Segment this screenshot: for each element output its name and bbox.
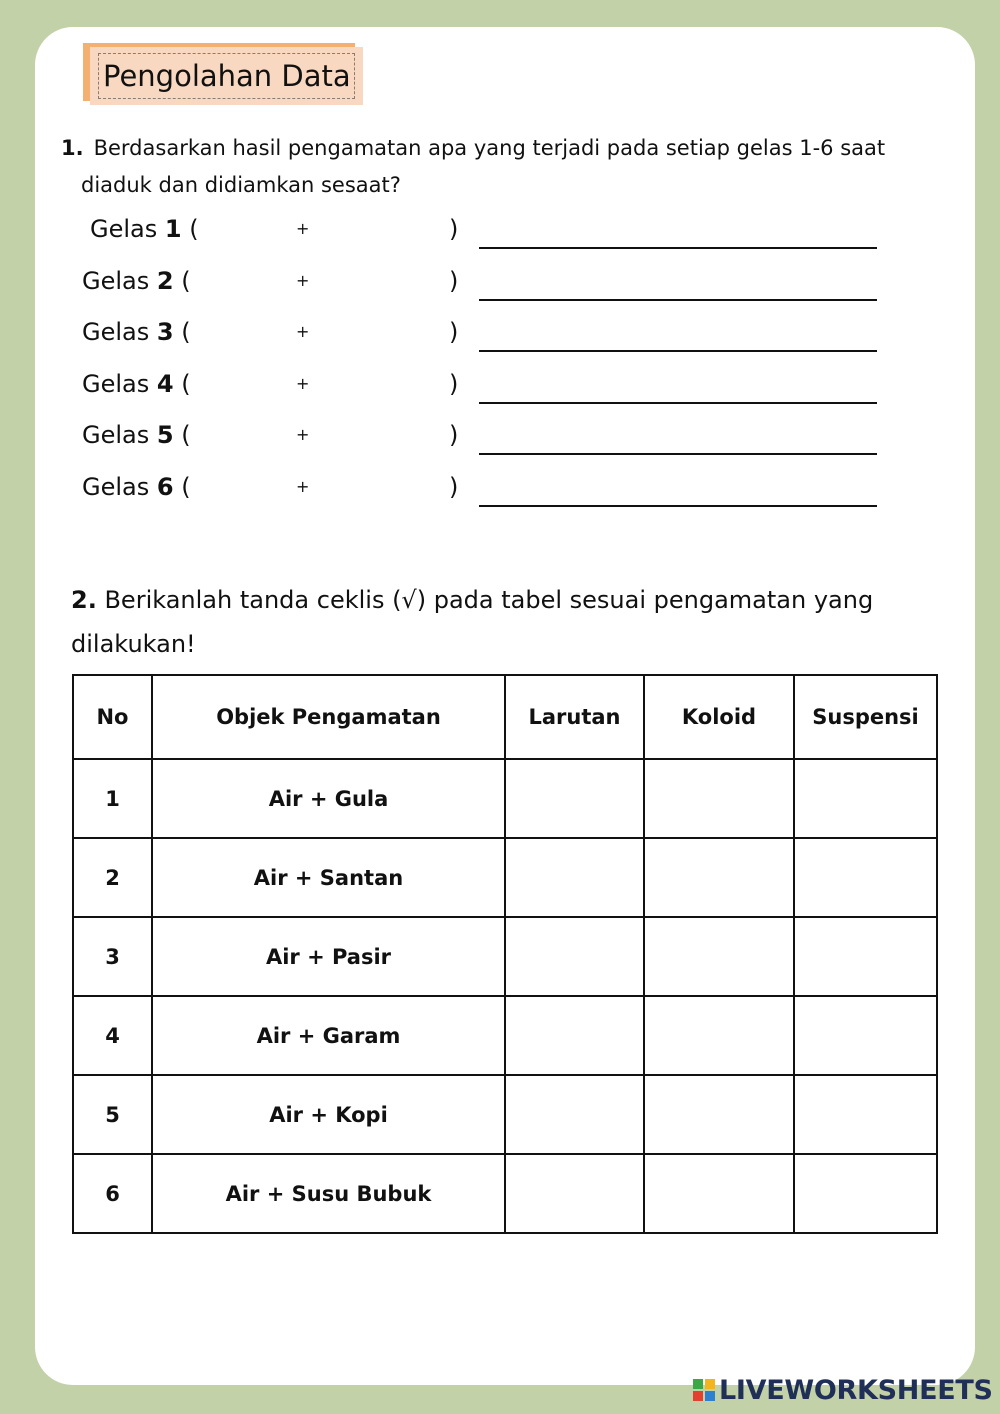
table-header-row bbox=[73, 675, 937, 759]
cell-no: 4 bbox=[73, 996, 152, 1075]
gelas-label-text: Gelas bbox=[82, 369, 150, 398]
cell-koloid-check[interactable] bbox=[644, 1075, 794, 1154]
gelas-row bbox=[82, 316, 902, 368]
gelas-label-text: Gelas bbox=[82, 318, 150, 346]
gelas-answer-line[interactable] bbox=[479, 402, 877, 404]
gelas-number: 6 bbox=[156, 472, 174, 501]
cell-objek: Air + Gula bbox=[152, 759, 505, 838]
gelas-open-paren: ( bbox=[181, 472, 191, 501]
cell-larutan-check[interactable] bbox=[505, 759, 644, 838]
question-1 bbox=[61, 130, 961, 204]
gelas-answer-line[interactable] bbox=[479, 247, 877, 249]
cell-suspensi-check[interactable] bbox=[794, 759, 937, 838]
cell-objek: Air + Susu Bubuk bbox=[152, 1154, 505, 1233]
gelas-label bbox=[82, 421, 191, 449]
table-row bbox=[73, 917, 937, 996]
table-row bbox=[73, 1154, 937, 1233]
cell-suspensi-check[interactable] bbox=[794, 1154, 937, 1233]
gelas-label-text: Gelas bbox=[82, 472, 150, 501]
gelas-number: 2 bbox=[156, 266, 174, 295]
gelas-close-paren: ) bbox=[449, 318, 459, 346]
question-2-text-line1: Berikanlah tanda ceklis (√) pada tabel sesuai pengamatan yang bbox=[104, 586, 874, 614]
cell-koloid-check[interactable] bbox=[644, 917, 794, 996]
question-2 bbox=[71, 578, 927, 666]
question-1-text-line1: Berdasarkan hasil pengamatan apa yang terjadi pada setiap gelas 1-6 saat bbox=[93, 136, 886, 160]
gelas-label bbox=[82, 473, 191, 501]
table-row bbox=[73, 759, 937, 838]
cell-larutan-check[interactable] bbox=[505, 1075, 644, 1154]
header-objek-pengamatan: Objek Pengamatan bbox=[152, 675, 505, 759]
gelas-plus-sign: + bbox=[296, 270, 310, 290]
cell-suspensi-check[interactable] bbox=[794, 996, 937, 1075]
header-larutan: Larutan bbox=[505, 675, 644, 759]
gelas-close-paren: ) bbox=[449, 369, 459, 398]
cell-larutan-check[interactable] bbox=[505, 1154, 644, 1233]
cell-no: 3 bbox=[73, 917, 152, 996]
gelas-label bbox=[82, 318, 191, 346]
cell-koloid-check[interactable] bbox=[644, 1154, 794, 1233]
gelas-row bbox=[82, 368, 902, 420]
cell-objek: Air + Pasir bbox=[152, 917, 505, 996]
gelas-answer-line[interactable] bbox=[479, 505, 877, 507]
observation-table bbox=[72, 674, 938, 1234]
gelas-plus-sign: + bbox=[296, 373, 310, 393]
gelas-label bbox=[90, 215, 199, 243]
gelas-plus-sign: + bbox=[296, 425, 310, 444]
gelas-label-text: Gelas bbox=[82, 266, 150, 295]
table-row bbox=[73, 996, 937, 1075]
liveworksheets-watermark bbox=[693, 1373, 993, 1407]
question-2-number: 2. bbox=[71, 586, 97, 614]
cell-suspensi-check[interactable] bbox=[794, 917, 937, 996]
page-title: Pengolahan Data bbox=[98, 53, 355, 99]
gelas-label bbox=[82, 267, 191, 295]
gelas-number: 3 bbox=[156, 318, 174, 346]
cell-koloid-check[interactable] bbox=[644, 759, 794, 838]
gelas-label bbox=[82, 370, 191, 398]
cell-no: 5 bbox=[73, 1075, 152, 1154]
gelas-row bbox=[82, 265, 902, 317]
gelas-close-paren: ) bbox=[449, 266, 459, 295]
gelas-open-paren: ( bbox=[189, 215, 199, 243]
cell-objek: Air + Santan bbox=[152, 838, 505, 917]
gelas-answer-line[interactable] bbox=[479, 350, 877, 352]
gelas-close-paren: ) bbox=[449, 421, 459, 449]
cell-larutan-check[interactable] bbox=[505, 917, 644, 996]
header-koloid: Koloid bbox=[644, 675, 794, 759]
gelas-number: 1 bbox=[164, 215, 182, 243]
cell-objek: Air + Kopi bbox=[152, 1075, 505, 1154]
gelas-open-paren: ( bbox=[181, 369, 191, 398]
gelas-plus-sign: + bbox=[296, 219, 310, 238]
cell-no: 1 bbox=[73, 759, 152, 838]
worksheet-page bbox=[35, 27, 975, 1385]
gelas-open-paren: ( bbox=[181, 266, 191, 295]
gelas-answer-line[interactable] bbox=[479, 453, 877, 455]
gelas-number: 5 bbox=[156, 421, 174, 449]
gelas-open-paren: ( bbox=[181, 421, 191, 449]
title-banner-box bbox=[90, 47, 363, 105]
cell-larutan-check[interactable] bbox=[505, 838, 644, 917]
question-2-text-line2: dilakukan! bbox=[71, 630, 196, 658]
gelas-answer-line[interactable] bbox=[479, 299, 877, 301]
table-row bbox=[73, 1075, 937, 1154]
cell-no: 2 bbox=[73, 838, 152, 917]
gelas-row bbox=[82, 213, 902, 265]
gelas-close-paren: ) bbox=[449, 472, 459, 501]
header-no: No bbox=[73, 675, 152, 759]
gelas-answer-list bbox=[82, 213, 902, 522]
cell-no: 6 bbox=[73, 1154, 152, 1233]
gelas-open-paren: ( bbox=[181, 318, 191, 346]
question-1-text-line2: diaduk dan didiamkan sesaat? bbox=[81, 173, 401, 197]
question-1-number: 1. bbox=[61, 136, 84, 160]
cell-koloid-check[interactable] bbox=[644, 996, 794, 1075]
cell-objek: Air + Garam bbox=[152, 996, 505, 1075]
liveworksheets-text: LIVEWORKSHEETS bbox=[719, 1374, 993, 1406]
gelas-plus-sign: + bbox=[296, 476, 310, 496]
cell-suspensi-check[interactable] bbox=[794, 838, 937, 917]
gelas-number: 4 bbox=[156, 369, 174, 398]
cell-suspensi-check[interactable] bbox=[794, 1075, 937, 1154]
header-suspensi: Suspensi bbox=[794, 675, 937, 759]
gelas-label-text: Gelas bbox=[90, 215, 158, 243]
cell-larutan-check[interactable] bbox=[505, 996, 644, 1075]
title-banner bbox=[83, 43, 363, 105]
liveworksheets-logo-icon bbox=[693, 1379, 715, 1401]
gelas-label-text: Gelas bbox=[82, 421, 150, 449]
gelas-row bbox=[82, 471, 902, 523]
gelas-close-paren: ) bbox=[449, 215, 459, 243]
gelas-plus-sign: + bbox=[296, 322, 310, 341]
gelas-row bbox=[82, 419, 902, 471]
cell-koloid-check[interactable] bbox=[644, 838, 794, 917]
table-row bbox=[73, 838, 937, 917]
